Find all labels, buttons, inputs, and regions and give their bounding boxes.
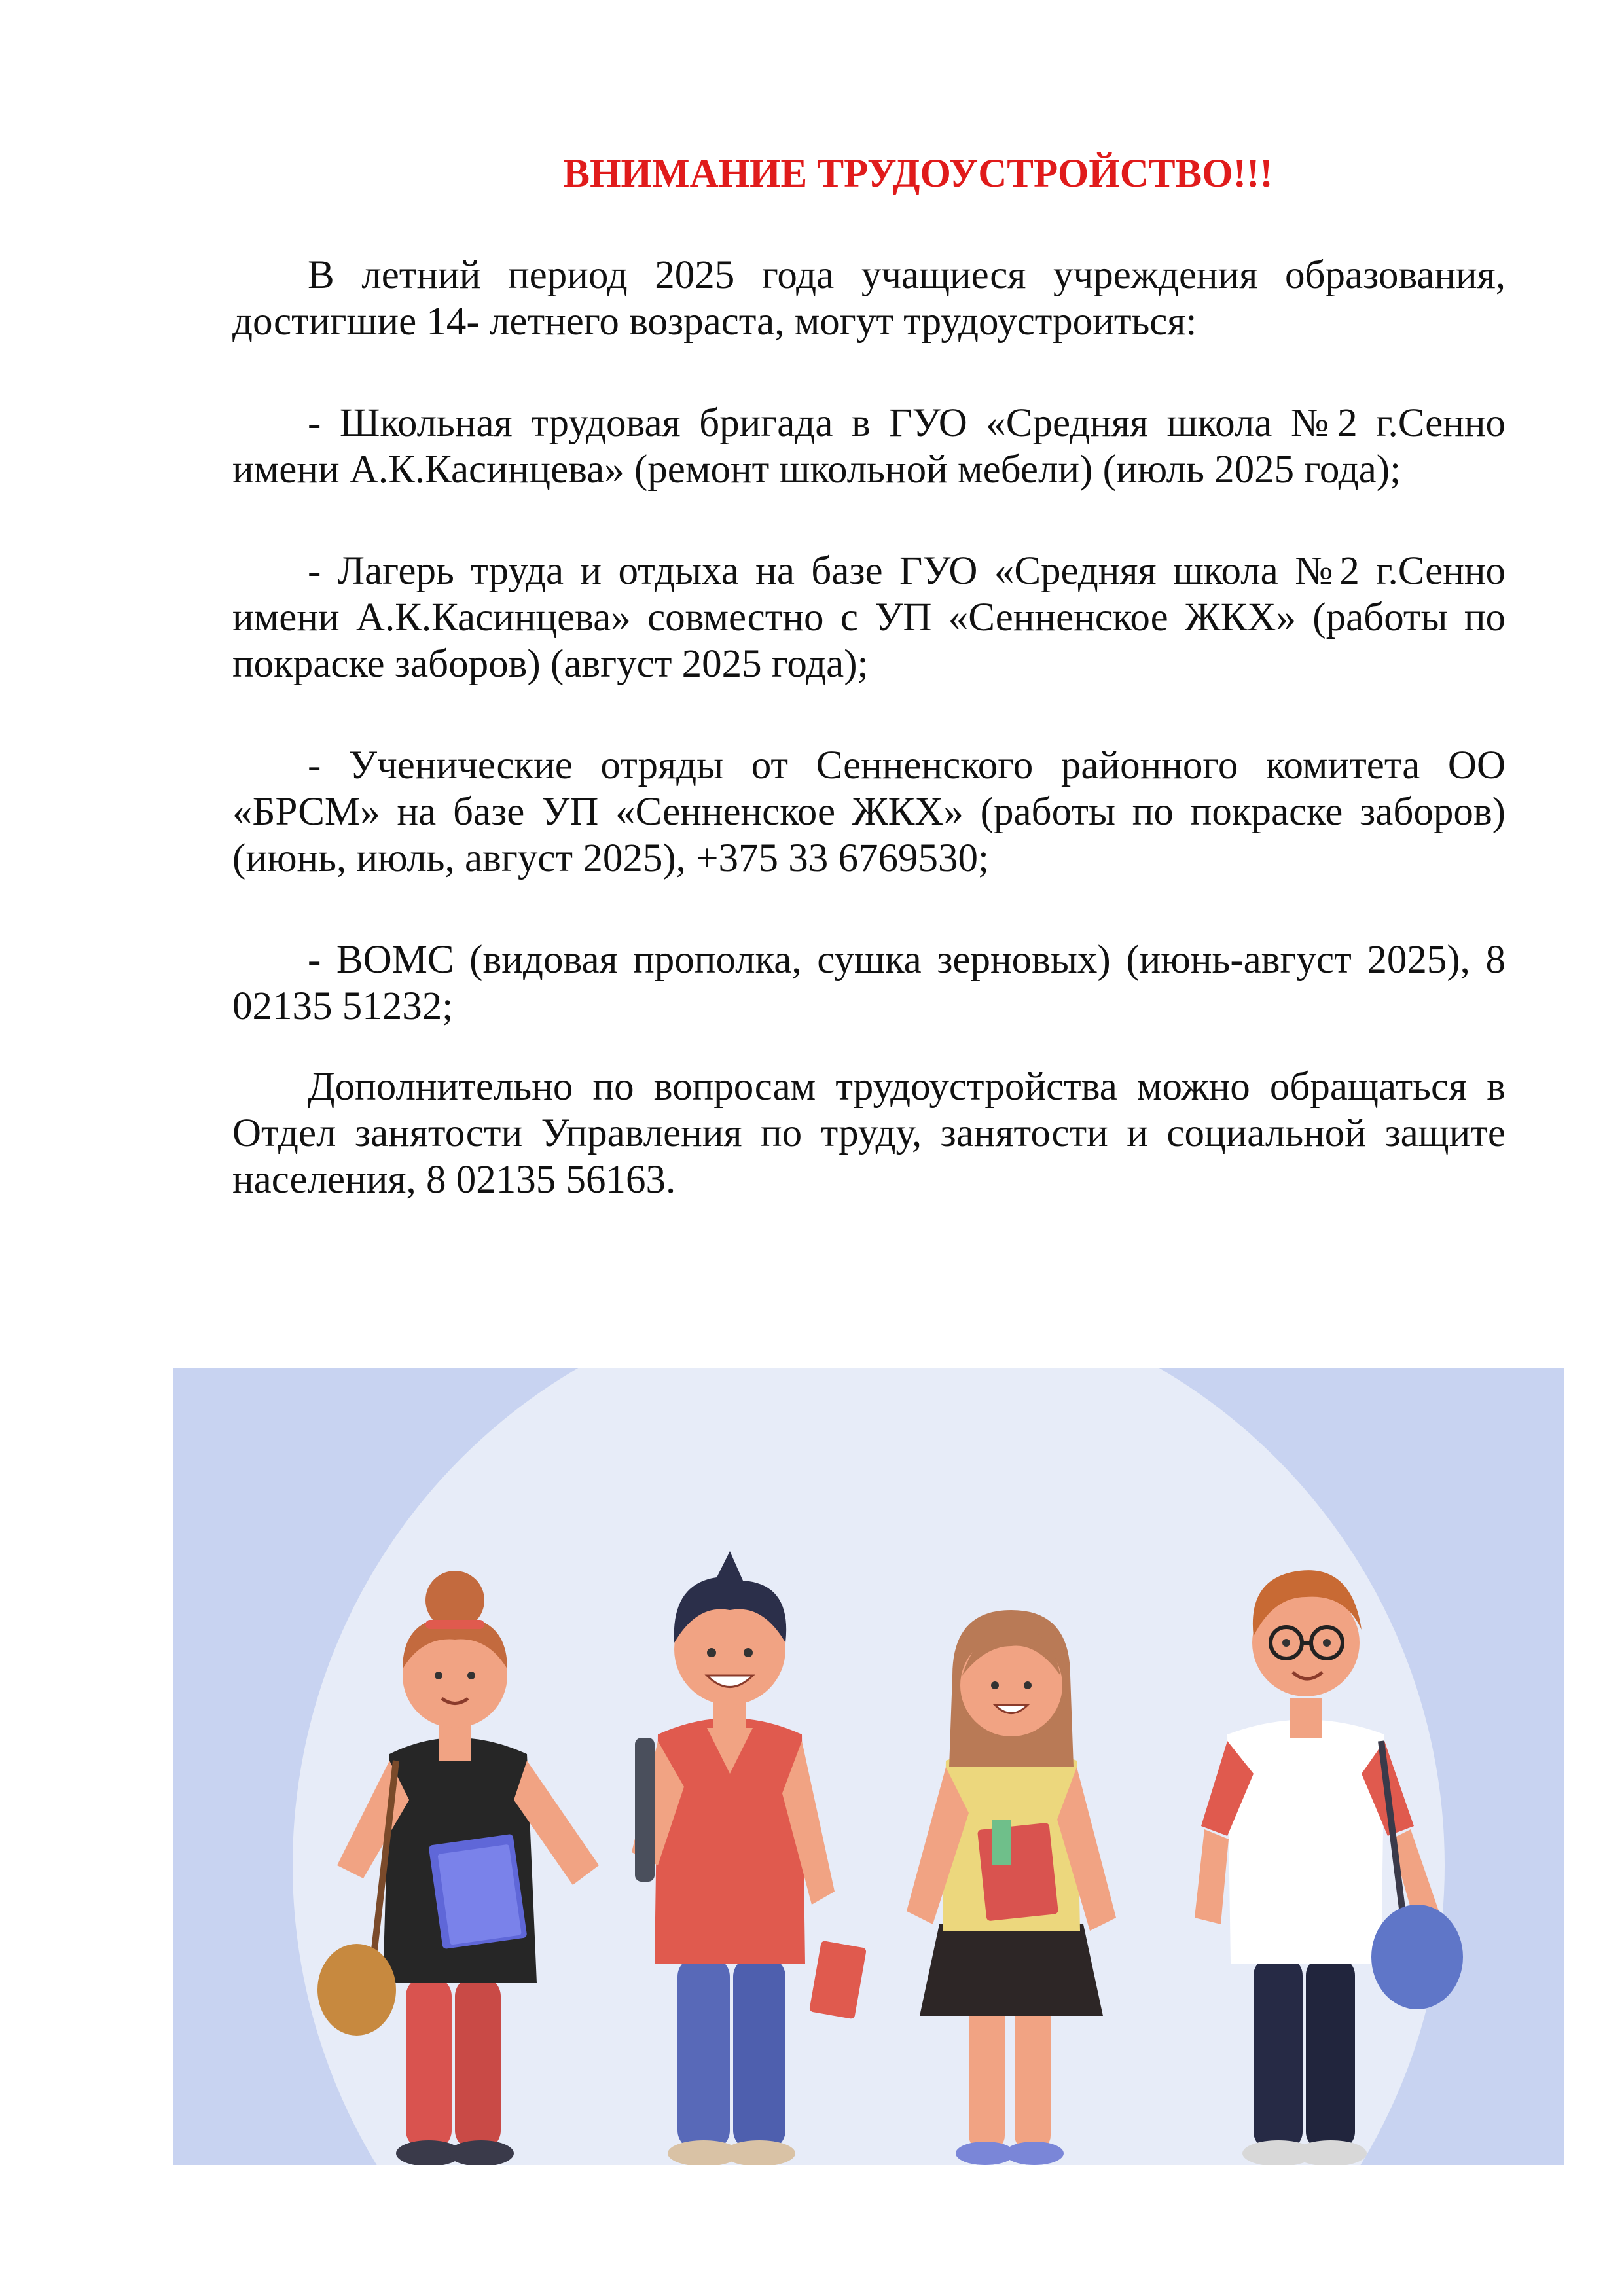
list-item-voms: - ВОМС (видовая прополка, сушка зерновых) (июнь-август 2025), 8 02135 51232; — [232, 938, 1506, 1028]
list-item-labor-camp: - Лагерь труда и отдыха на базе ГУО «Средняя школа №2 г.Сенно имени А.К.Касинцева» совместно с УП «Сенненское ЖКХ» (работы по покраске заборов) (август 2025 года); — [232, 549, 1506, 686]
students-illustration — [173, 1368, 1564, 2165]
list-item-school-brigade: - Школьная трудовая бригада в ГУО «Средняя школа №2 г.Сенно имени А.К.Касинцева» (ремонт школьной мебели) (июль 2025 года); — [232, 401, 1506, 492]
page-title: ВНИМАНИЕ ТРУДОУСТРОЙСТВО!!! — [563, 152, 1273, 196]
intro-paragraph: В летний период 2025 года учащиеся учреждения образования, достигшие 14- летнего возраста, могут трудоустроиться: — [232, 253, 1506, 344]
contact-paragraph: Дополнительно по вопросам трудоустройства можно обращаться в Отдел занятости Управления по труду, занятости и социальной защите населения, 8 02135 56163. — [232, 1065, 1506, 1202]
announcement-text — [232, 151, 1506, 1203]
list-item-student-squads: - Ученические отряды от Сенненского районного комитета ОО «БРСМ» на базе УП «Сенненское ЖКХ» (работы по покраске заборов) (июнь, июль, август 2025), +375 33 6769530; — [232, 744, 1506, 880]
